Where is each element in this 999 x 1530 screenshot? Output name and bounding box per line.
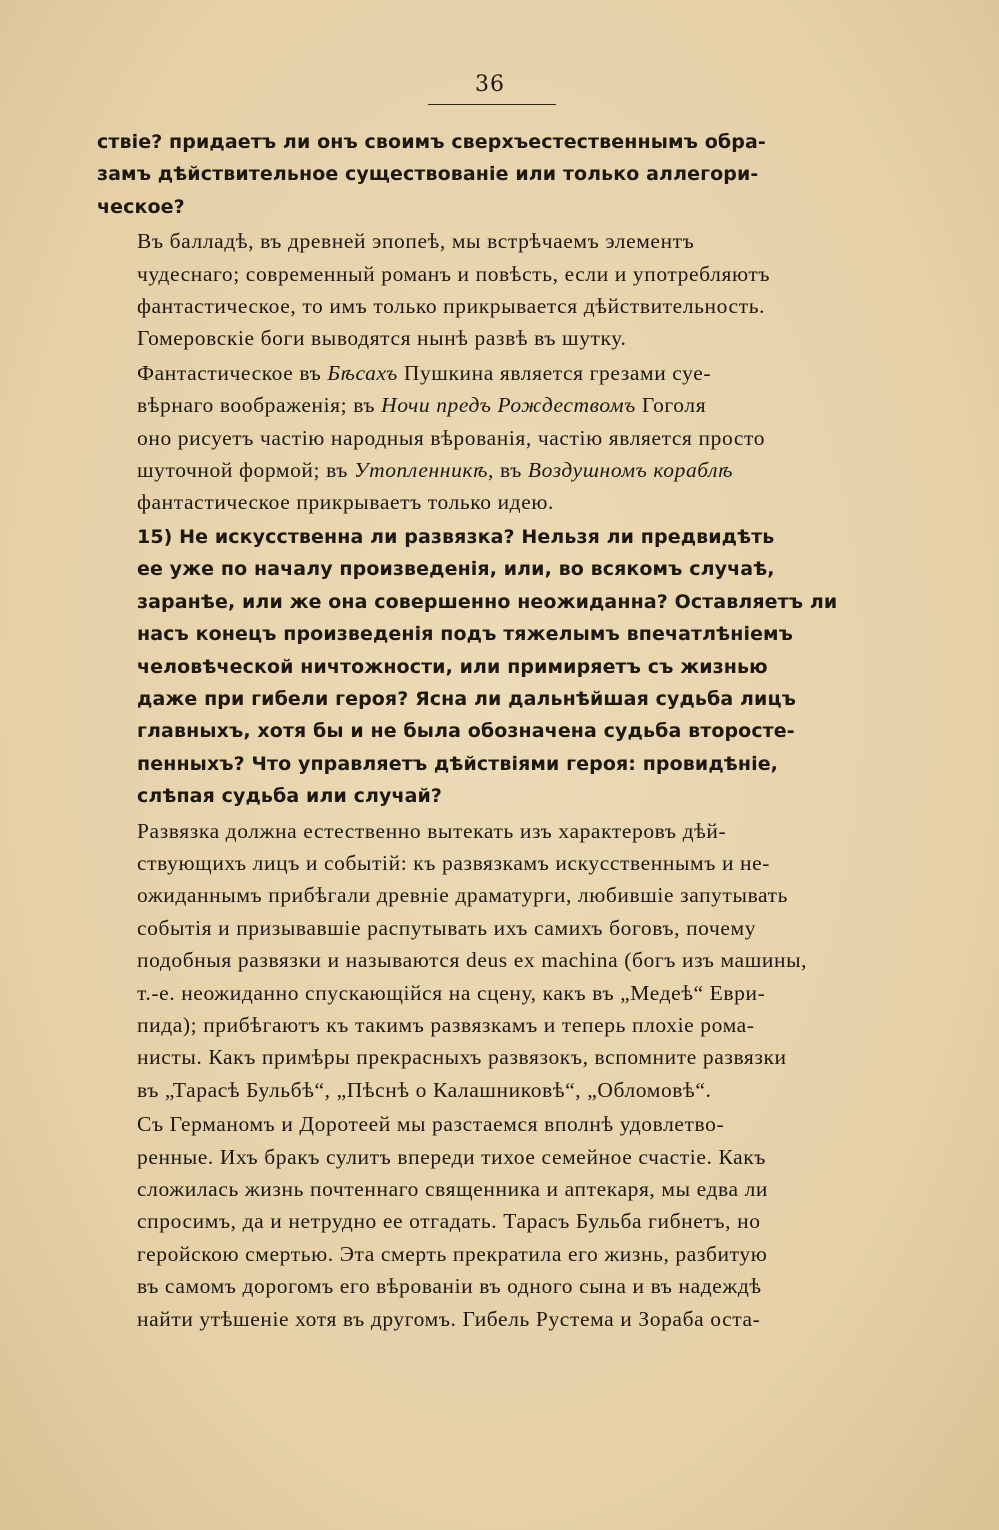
text-line: [97, 454, 878, 486]
text-line: пенныхъ? Что управляетъ дѣйствіями героя: провидѣніе,: [137, 752, 778, 775]
text-line: Развязка должна естественно вытекать изъ характеровъ дѣй-: [137, 818, 727, 843]
paragraph-1: [97, 126, 878, 223]
text-line: Въ балладѣ, въ древней эпопеѣ, мы встрѣчаемъ элементъ: [137, 229, 695, 254]
text-line: геройскою смертью. Эта смерть прекратила его жизнь, разбитую: [137, 1241, 768, 1266]
text-line: чудеснаго; современный романъ и повѣсть, если и употребляютъ: [137, 261, 771, 286]
paragraph-4-question: [97, 521, 878, 813]
text-line: слѣпая судьба или случай?: [137, 785, 443, 808]
text-line: заранѣе, или же она совершенно неожиданна? Оставляетъ ли: [137, 590, 838, 613]
text-run: вѣрнаго воображенія; въ: [137, 393, 382, 418]
italic-title: Бѣсахъ: [327, 360, 398, 385]
text-line: фантастическое прикрываетъ только идею.: [137, 490, 555, 515]
text-line: т.-е. неожиданно спускающійся на сцену, какъ въ „Медеѣ“ Еври-: [137, 980, 766, 1005]
text-line: 15) Не искусственна ли развязка? Нельзя ли предвидѣть: [137, 525, 775, 548]
text-line: ренные. Ихъ бракъ сулитъ впереди тихое семейное счастіе. Какъ: [137, 1144, 767, 1169]
text-line: событія и призывавшіе распутывать ихъ самихъ боговъ, почему: [137, 915, 757, 940]
text-line: ее уже по началу произведенія, или, во всякомъ случаѣ,: [137, 558, 775, 581]
text-line: ствіе? придаетъ ли онъ своимъ сверхъестественнымъ обра-: [97, 131, 766, 153]
paragraph-6: [97, 1108, 878, 1335]
body-text: [97, 126, 878, 1335]
text-line: даже при гибели героя? Ясна ли дальнѣйшая судьба лицъ: [137, 687, 796, 710]
text-line: насъ конецъ произведенія подъ тяжелымъ впечатлѣніемъ: [137, 623, 794, 646]
italic-title: Воздушномъ кораблѣ: [527, 458, 734, 483]
text-run: Фантастическое въ: [137, 360, 328, 385]
text-line: подобныя развязки и называются deus ex machina (богъ изъ машины,: [137, 948, 808, 973]
text-run: , въ: [488, 458, 528, 483]
paragraph-3: [97, 357, 878, 519]
text-run: Гоголя: [635, 393, 707, 418]
text-line: сложилась жизнь почтеннаго священника и аптекаря, мы едва ли: [137, 1177, 769, 1201]
text-line: нисты. Какъ примѣры прекрасныхъ развязокъ, вспомните развязки: [137, 1045, 787, 1070]
text-line: въ „Тарасѣ Бульбѣ“, „Пѣснѣ о Калашниковѣ“, „Обломовѣ“.: [137, 1077, 712, 1102]
text-line: главныхъ, хотя бы и не была обозначена судьба второсте-: [137, 720, 795, 743]
text-line: [97, 389, 878, 421]
text-line: ческое?: [97, 195, 185, 218]
paragraph-2: [97, 225, 878, 355]
text-line: ожиданнымъ прибѣгали древніе драматурги, любившіе запутывать: [137, 883, 789, 908]
paragraph-5: [97, 815, 878, 1107]
text-line: человѣческой ничтожности, или примиряетъ съ жизнью: [137, 655, 768, 678]
italic-title: Ночи предъ Рождествомъ: [381, 393, 636, 418]
text-line: спросимъ, да и нетрудно ее отгадать. Тарасъ Бульба гибнетъ, но: [137, 1209, 761, 1234]
text-line: ствующихъ лицъ и событій: къ развязкамъ искусственнымъ и не-: [137, 850, 771, 875]
header-rule: [428, 104, 556, 105]
text-line: Съ Германомъ и Доротеей мы разстаемся вполнѣ удовлетво-: [137, 1112, 725, 1137]
text-run: шуточной формой; въ: [137, 458, 354, 483]
italic-title: Утопленникѣ: [354, 458, 489, 483]
page-number: 36: [475, 72, 505, 97]
text-line: Гомеровскіе боги выводятся нынѣ развѣ въ шутку.: [137, 326, 627, 351]
text-line: фантастическое, то имъ только прикрывается дѣйствительность.: [137, 294, 766, 319]
text-line: [97, 357, 878, 389]
text-line: оно рисуетъ частію народныя вѣрованія, частію является просто: [137, 425, 766, 450]
text-line: найти утѣшеніе хотя въ другомъ. Гибель Рустема и Зораба оста-: [137, 1306, 761, 1331]
text-line: въ самомъ дорогомъ его вѣрованіи въ одного сына и въ надеждѣ: [137, 1274, 762, 1299]
text-line: замъ дѣйствительное существованіе или только аллегори-: [97, 163, 759, 186]
text-line: пида); прибѣгаютъ къ такимъ развязкамъ и теперь плохіе рома-: [137, 1012, 755, 1037]
text-run: Пушкина является грезами суе-: [397, 360, 712, 385]
